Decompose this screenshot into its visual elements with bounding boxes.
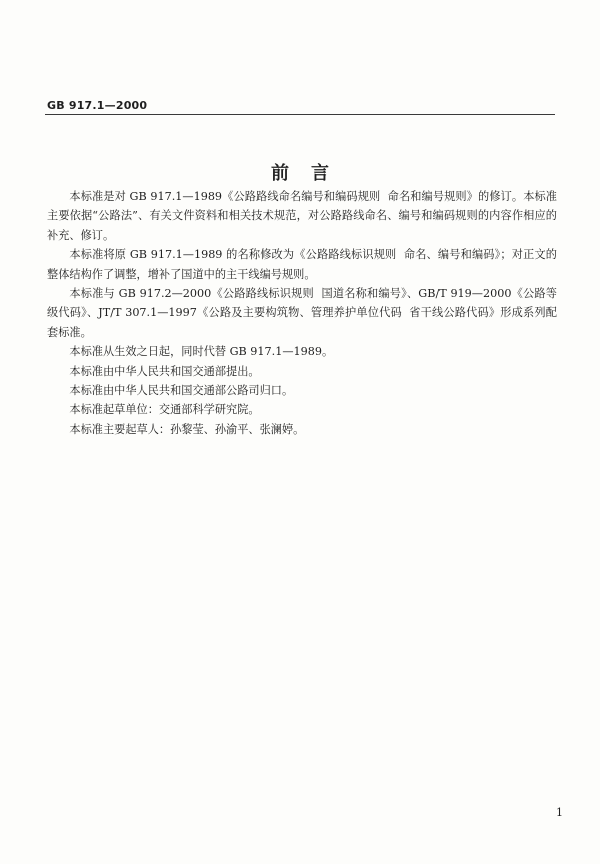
header-divider	[45, 114, 555, 115]
preface-body	[47, 187, 557, 439]
preface-paragraph: 本标准起草单位：交通部科学研究院。	[69, 403, 260, 417]
page-title: 前言	[271, 163, 351, 184]
preface-paragraph: 本标准由中华人民共和国交通部公路司归口。	[69, 384, 294, 398]
preface-paragraph: 本标准主要起草人：孙黎莹、孙渝平、张澜婷。	[69, 422, 305, 436]
page-number: 1	[556, 806, 563, 819]
standard-code: GB 917.1—2000	[47, 99, 148, 112]
preface-paragraph: 本标准与 GB 917.2—2000《公路路线标识规则 国道名称和编号》、GB/T 919—2000《公路等级代码》、JT/T 307.1—1997《公路及主要构筑物、管理养护单位代码 省干线公路代码》形成系列配套标准。	[47, 287, 557, 339]
preface-paragraph: 本标准从生效之日起，同时代替 GB 917.1—1989。	[69, 345, 334, 359]
preface-paragraph: 本标准是对 GB 917.1—1989《公路路线命名编号和编码规则 命名和编号规则》的修订。本标准主要依据“公路法”、有关文件资料和相关技术规范，对公路路线命名、编号和编码规则的内容作相应的补充、修订。	[47, 190, 557, 242]
preface-paragraph: 本标准将原 GB 917.1—1989 的名称修改为《公路路线标识规则 命名、编号和编码》；对正文的整体结构作了调整，增补了国道中的主干线编号规则。	[47, 248, 557, 281]
preface-paragraph: 本标准由中华人民共和国交通部提出。	[69, 364, 260, 378]
